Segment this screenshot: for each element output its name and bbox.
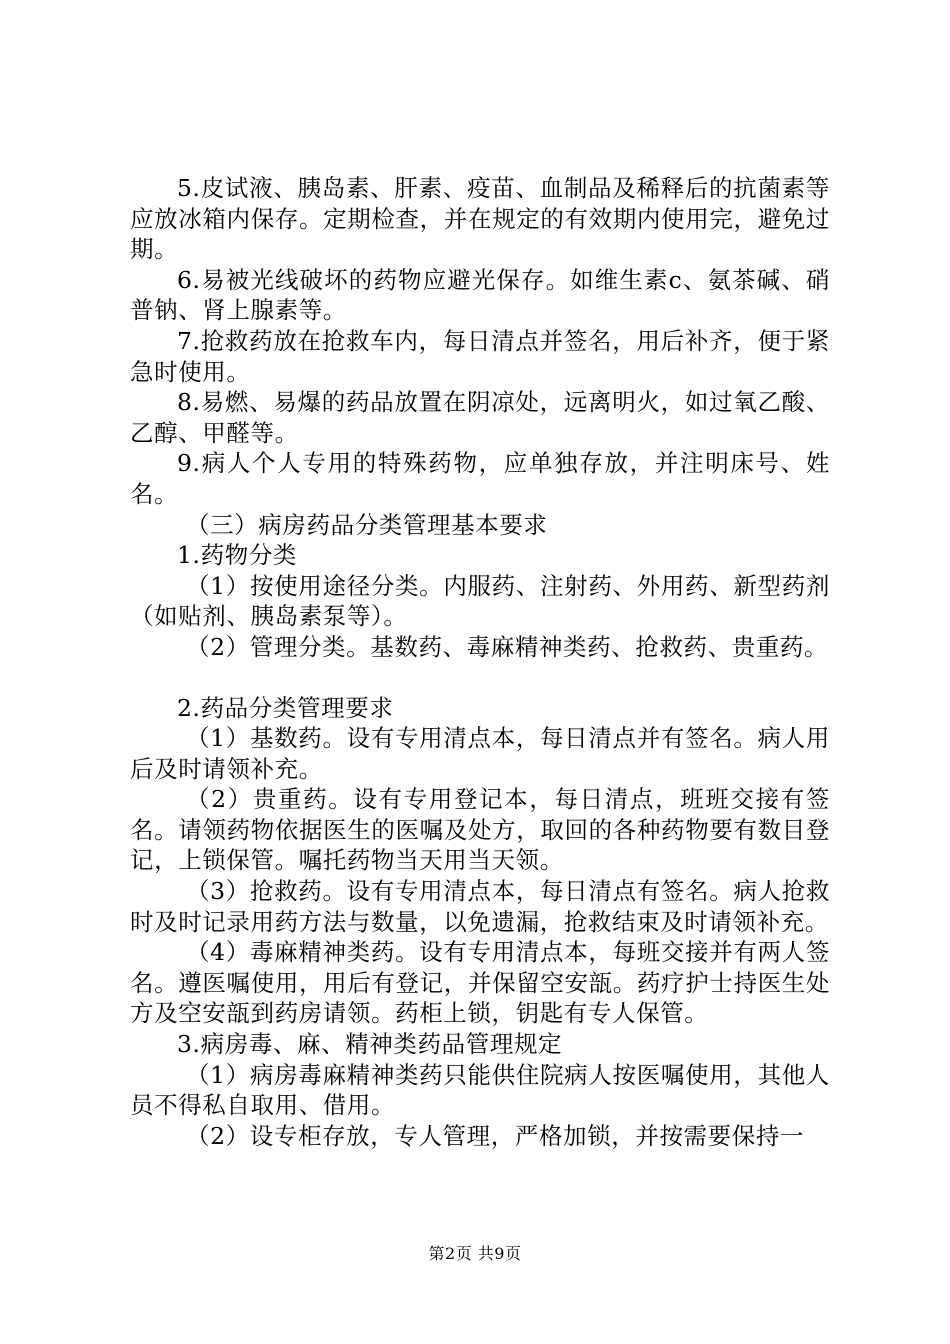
- subsection-2-item-2: （2）贵重药。设有专用登记本，每日清点，班班交接有签名。请领药物依据医生的医嘱及处方，取回的各种药物要有数目登记，上锁保管。嘱托药物当天用当天领。: [130, 785, 830, 875]
- paragraph-item-5: 5.皮试液、胰岛素、肝素、疫苗、血制品及稀释后的抗菌素等应放冰箱内保存。定期检查，并在规定的有效期内使用完，避免过期。: [130, 174, 830, 264]
- document-body: [130, 173, 830, 1151]
- paragraph-item-6: 6.易被光线破坏的药物应避光保存。如维生素c、氨茶碱、硝普钠、肾上腺素等。: [130, 265, 830, 325]
- page-number-footer: 第2页 共9页: [428, 1244, 522, 1263]
- subsection-3-item-2: （2）设专柜存放，专人管理，严格加锁，并按需要保持一: [186, 1121, 805, 1150]
- paragraph-item-9: 9.病人个人专用的特殊药物，应单独存放，并注明床号、姓名。: [130, 449, 830, 508]
- subsection-heading-2: 2.药品分类管理要求: [177, 693, 394, 722]
- subsection-2-item-3: （3）抢救药。设有专用清点本，每日清点有签名。病人抢救时及时记录用药方法与数量，以免遗漏，抢救结束及时请领补充。: [130, 877, 830, 936]
- paragraph-item-7: 7.抢救药放在抢救车内，每日清点并签名，用后补齐，便于紧急时使用。: [130, 326, 830, 386]
- paragraph-item-8: 8.易燃、易爆的药品放置在阴凉处，远离明火，如过氧乙酸、乙醇、甲醛等。: [130, 388, 830, 447]
- subsection-2-item-4: （4）毒麻精神类药。设有专用清点本，每班交接并有两人签名。遵医嘱使用，用后有登记，并保留空安瓿。药疗护士持医生处方及空安瓿到药房请领。药柜上锁，钥匙有专人保管。: [130, 938, 830, 1028]
- subsection-heading-3: 3.病房毒、麻、精神类药品管理规定: [177, 1030, 563, 1059]
- subsection-heading-1: 1.药物分类: [177, 541, 298, 570]
- subsection-1-item-1: （1）按使用途径分类。内服药、注射药、外用药、新型药剂（如贴剂、胰岛素泵等）。: [130, 571, 830, 631]
- subsection-1-item-2: （2）管理分类。基数药、毒麻精神类药、抢救药、贵重药。: [186, 632, 829, 661]
- subsection-2-item-1: （1）基数药。设有专用清点本，每日清点并有签名。病人用后及时请领补充。: [130, 724, 830, 783]
- section-heading-3: （三）病房药品分类管理基本要求: [186, 510, 548, 539]
- subsection-3-item-1: （1）病房毒麻精神类药只能供住院病人按医嘱使用，其他人员不得私自取用、借用。: [130, 1060, 830, 1120]
